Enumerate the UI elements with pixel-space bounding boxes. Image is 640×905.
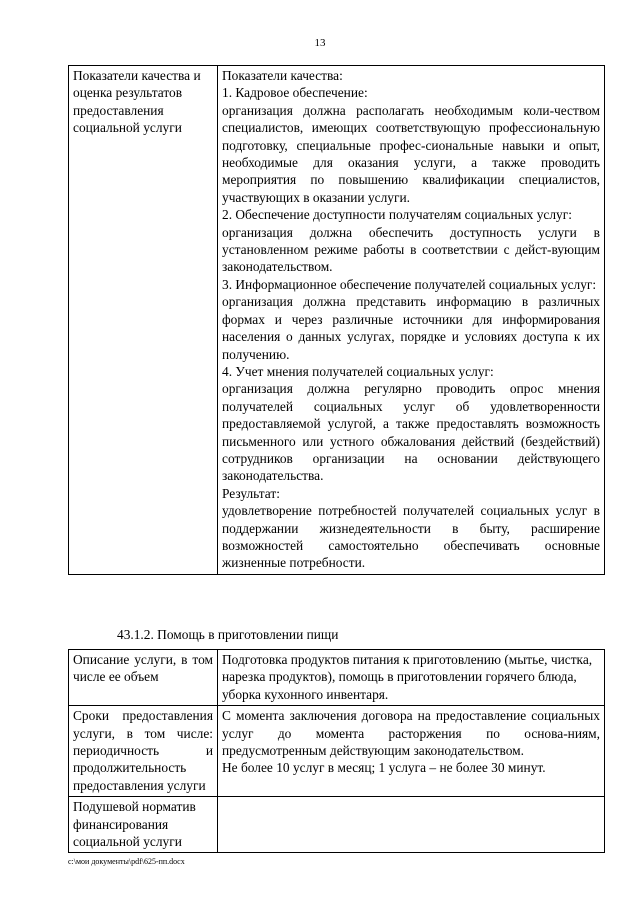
service-description-table (68, 649, 605, 853)
paragraph: С момента заключения договора на предоставление социальных услуг до момента расторжения по основа-ниям, предусмотренным действующим законодательством. (222, 708, 600, 759)
paragraph: организация должна обеспечить доступность услуги в установленном режиме работы в соответствии с дейст-вующим законодательством. (222, 224, 600, 275)
page-number: 13 (314, 37, 326, 49)
table-row (69, 650, 605, 706)
paragraph: Подготовка продуктов питания к приготовлению (мытье, чистка, нарезка продуктов), помощь в приготовлении горячего блюда, уборка кухонного инвентаря. (222, 652, 593, 702)
file-path-footer: c:\мои документы\pdf\625-пп.docx (68, 857, 185, 866)
row-content-cell (218, 66, 605, 575)
paragraph: Показатели качества: (222, 68, 343, 83)
row-label-cell (69, 797, 218, 853)
row-label-cell (69, 706, 218, 797)
paragraph: 4. Учет мнения получателей социальных услуг: (222, 363, 494, 379)
paragraph: организация должна представить информацию в различных формах и через различные источники для информирования населения о данных услугах, порядке и условиях доступа к их получению. (222, 294, 600, 362)
row-label: Подушевой норматив финансирования социальной услуги (73, 799, 196, 850)
table-row (69, 797, 605, 853)
paragraph: 3. Информационное обеспечение получателей социальных услуг: (222, 276, 597, 292)
row-content-cell (218, 650, 605, 706)
paragraph: Не более 10 услуг в месяц; 1 услуга – не более 30 минут. (222, 760, 546, 776)
row-label-cell (69, 650, 218, 706)
row-label: Показатели качества и оценка результатов предоставления социальной услуги (73, 68, 201, 136)
paragraph: организация должна располагать необходимым коли-чеством специалистов, имеющих соответствующую профессиональную подготовку, специальные профес-сиональные навыки и опыт, необходимые для оказания услуги, а также проводить мероприятия по повышению квалификации специалистов, участвующих в оказании услуги. (222, 102, 600, 205)
paragraph: Результат: (222, 485, 280, 501)
paragraph: организация должна регулярно проводить опрос мнения получателей социальных услуг об удовлетворенности предоставляемой услугой, а также предоставлять возможность письменного или устного обжалования действий (бездействий) сотрудников организации на основании действующего законодательства. (222, 381, 600, 484)
paragraph: удовлетворение потребностей получателей социальных услуг в поддержании жизнедеятельности в быту, расширение возможностей самостоятельно обеспечивать основные жизненные потребности. (222, 503, 600, 571)
paragraph: 1. Кадровое обеспечение: (222, 85, 368, 101)
row-label: Сроки предоставления услуги, в том числе: периодичность и продолжительность предоставления услуги (73, 708, 213, 793)
paragraph: 2. Обеспечение доступности получателям социальных услуг: (222, 207, 572, 223)
quality-indicators-table (68, 65, 605, 575)
section-heading: 43.1.2. Помощь в приготовлении пищи (117, 627, 339, 642)
row-content-cell (218, 797, 605, 853)
row-label: Описание услуги, в том числе ее объем (73, 652, 213, 685)
row-content-cell (218, 706, 605, 797)
row-label-cell (69, 66, 218, 575)
table-row (69, 66, 605, 575)
table-row (69, 706, 605, 797)
